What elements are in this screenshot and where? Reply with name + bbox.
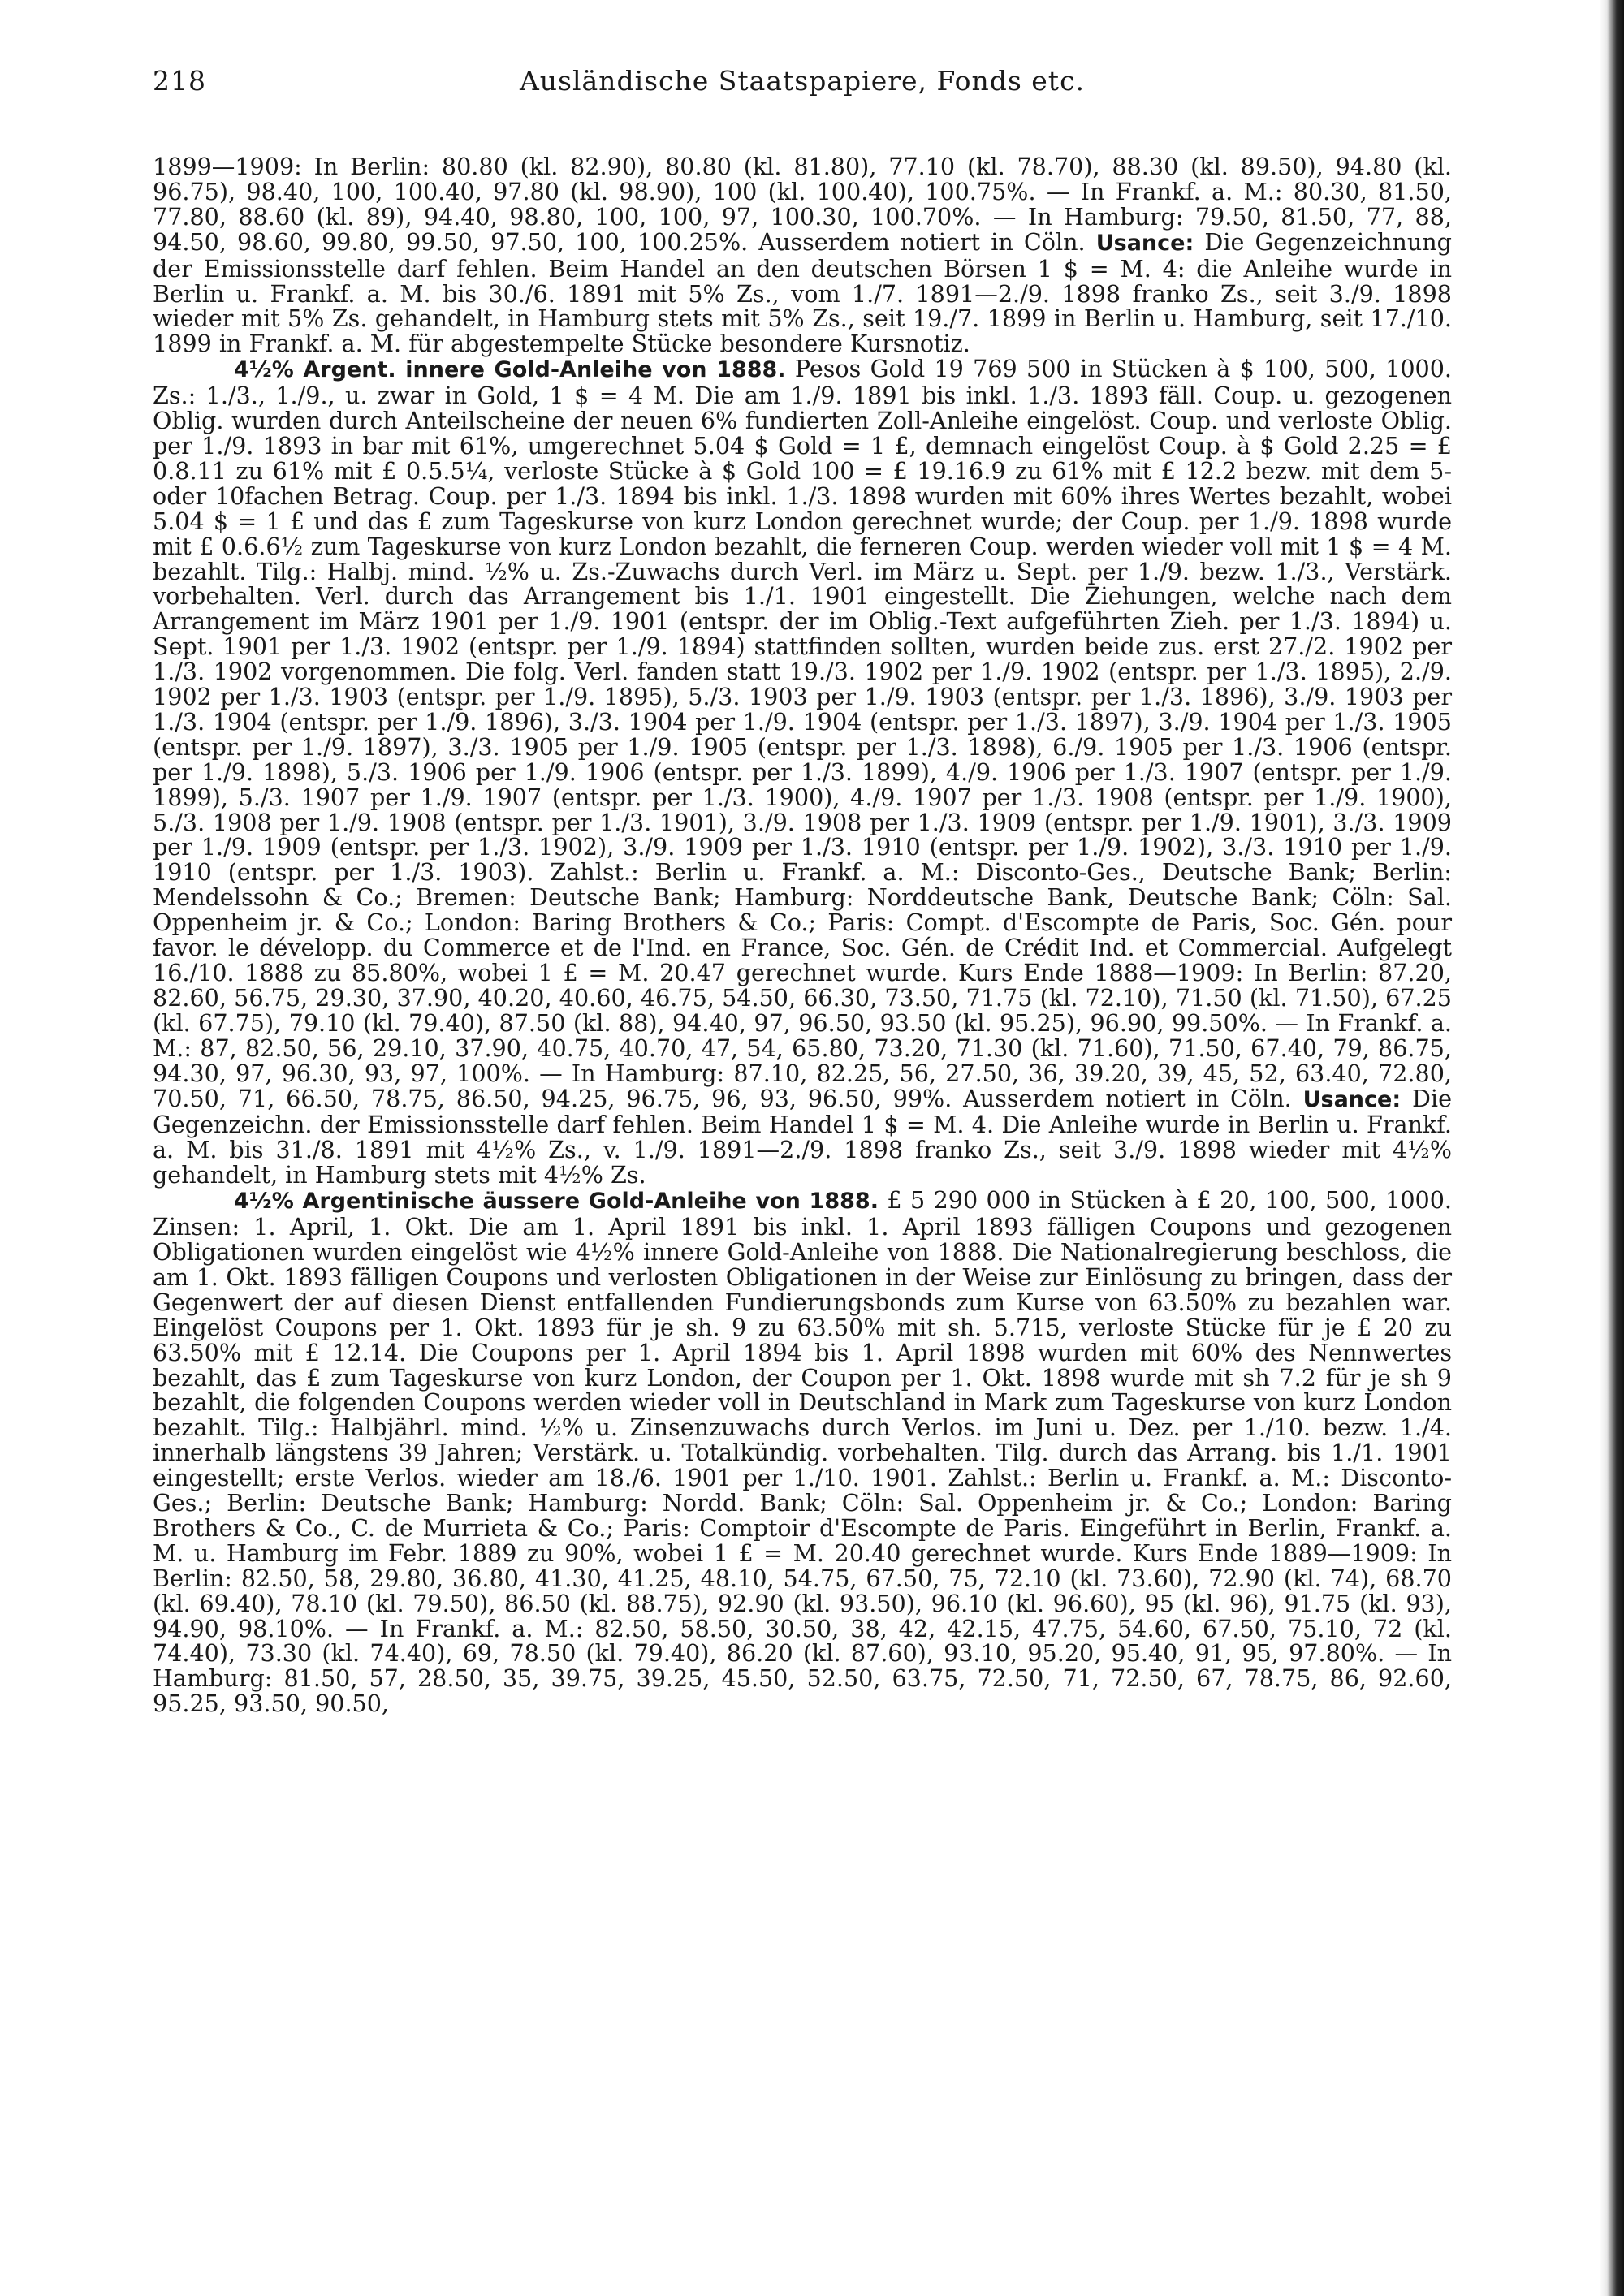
- running-head: [153, 65, 1452, 114]
- body-text: [153, 154, 1452, 1716]
- paragraph-text: £ 5 290 000 in Stücken à £ 20, 100, 500, 1000. Zinsen: 1. April, 1. Okt. Die am 1. April 1891 bis inkl. 1. April 1893 fälligen Coupons und gezogenen Obligationen wurden eingelöst wie 4½% innere Gold-Anleihe von 1888. Die Nationalregierung beschloss, die am 1. Okt. 1893 fälligen Coupons und verlosten Obligationen in der Weise zur Einlösung zu bringen, dass der Gegenwert der auf diesen Dienst entfallenden Fundierungsbonds zum Kurse von 63.50% zu bezahlen war. Eingelöst Coupons per 1. Okt. 1893 für je sh. 9 zu 63.50% mit sh. 5.715, verloste Stücke für je £ 20 zu 63.50% mit £ 12.14. Die Coupons per 1. April 1894 bis 1. April 1898 wurden mit 60% des Nennwertes bezahlt, das £ zum Tageskurse von kurz London, der Coupon per 1. Okt. 1898 wurde mit sh 7.2 für je sh 9 bezahlt, die folgenden Coupons werden wieder voll in Deutschland in Mark zum Tageskurse von kurz London bezahlt. Tilg.: Halbjährl. mind. ½% u. Zinsenzuwachs durch Verlos. im Juni u. Dez. per 1./10. bezw. 1./4. innerhalb längstens 39 Jahren; Verstärk. u. Totalkündig. vorbehalten. Tilg. durch das Arrang. bis 1./1. 1901 eingestellt; erste Verlos. wieder am 18./6. 1901 per 1./10. 1901. Zahlst.: Berlin u. Frankf. a. M.: Disconto-Ges.; Berlin: Deutsche Bank; Hamburg: Nordd. Bank; Cöln: Sal. Oppenheim jr. & Co.; London: Baring Brothers & Co., C. de Murrieta & Co.; Paris: Comptoir d'Escompte de Paris. Eingeführt in Berlin, Frankf. a. M. u. Hamburg im Febr. 1889 zu 90%, wobei 1 £ = M. 20.40 gerechnet wurde. Kurs Ende 1889—1909: In Berlin: 82.50, 58, 29.80, 36.80, 41.30, 41.25, 48.10, 54.75, 67.50, 75, 72.10 (kl. 73.60), 72.90 (kl. 74), 68.70 (kl. 69.40), 78.10 (kl. 79.50), 86.50 (kl. 88.75), 92.90 (kl. 93.50), 96.10 (kl. 96.60), 95 (kl. 96), 91.75 (kl. 93), 94.90, 98.10%. — In Frankf. a. M.: 82.50, 58.50, 30.50, 38, 42, 42.15, 47.75, 54.60, 67.50, 75.10, 72 (kl. 74.40), 73.30 (kl. 74.40), 69, 78.50 (kl. 79.40), 86.20 (kl. 87.60), 93.10, 95.20, 95.40, 91, 95, 97.80%. — In Hamburg: 81.50, 57, 28.50, 35, 39.75, 39.25, 45.50, 52.50, 63.75, 72.50, 71, 72.50, 67, 78.75, 86, 92.60, 95.25, 93.50, 90.50,: [153, 1186, 1452, 1718]
- entry-title: 4½% Argentinische äussere Gold-Anleihe von 1888.: [234, 1189, 879, 1215]
- entry-title: 4½% Argent. innere Gold-Anleihe von 1888.: [234, 357, 786, 383]
- header-title: Ausländische Staatspapiere, Fonds etc.: [519, 65, 1086, 97]
- paragraph-text: Die Gegenzeichnung der Emissionsstelle darf fehlen. Beim Handel an den deutschen Börsen 1 $ = M. 4: die Anleihe wurde in Berlin u. Frankf. a. M. bis 30./6. 1891 mit 5% Zs., vom 1./7. 1891—2./9. 1898 franko Zs., seit 3./9. 1898 wieder mit 5% Zs. gehandelt, in Hamburg stets mit 5% Zs., seit 19./7. 1899 in Berlin u. Hamburg, seit 17./10. 1899 in Frankf. a. M. für abgestempelte Stücke besondere Kursnotiz.: [153, 227, 1452, 358]
- page-number: 218: [153, 65, 206, 97]
- scan-edge-shadow: [1600, 0, 1624, 2296]
- paragraph-aeussere-gold-anleihe: [153, 1188, 1452, 1716]
- document-page: [153, 65, 1452, 1716]
- paragraph-text: Pesos Gold 19 769 500 in Stücken à $ 100, 500, 1000. Zs.: 1./3., 1./9., u. zwar in Gold, 1 $ = 4 M. Die am 1./9. 1891 bis inkl. 1./3. 1893 fäll. Coup. u. gezogenen Oblig. wurden durch Anteilscheine der neuen 6% fundierten Zoll-Anleihe eingelöst. Coup. und verloste Oblig. per 1./9. 1893 in bar mit 61%, umgerechnet 5.04 $ Gold = 1 £, demnach eingelöst Coup. à $ Gold 2.25 = £ 0.8.11 zu 61% mit £ 0.5.5¼, verloste Stücke à $ Gold 100 = £ 19.16.9 zu 61% mit £ 12.2 bezw. mit dem 5- oder 10fachen Betrag. Coup. per 1./3. 1894 bis inkl. 1./3. 1898 wurden mit 60% ihres Wertes bezahlt, wobei 5.04 $ = 1 £ und das £ zum Tageskurse von kurz London gerechnet wurde; der Coup. per 1./9. 1898 wurde mit £ 0.6.6½ zum Tageskurse von kurz London bezahlt, die ferneren Coup. werden wieder voll mit 1 $ = 4 M. bezahlt. Tilg.: Halbj. mind. ½% u. Zs.-Zuwachs durch Verl. im März u. Sept. per 1./9. bezw. 1./3., Verstärk. vorbehalten. Verl. durch das Arrangement bis 1./1. 1901 eingestellt. Die Ziehungen, welche nach dem Arrangement im März 1901 per 1./9. 1901 (entspr. der im Oblig.-Text aufgeführten Zieh. per 1./3. 1894) u. Sept. 1901 per 1./3. 1902 (entspr. per 1./9. 1894) stattfinden sollten, wurden beide zus. erst 27./2. 1902 per 1./3. 1902 vorgenommen. Die folg. Verl. fanden statt 19./3. 1902 per 1./9. 1902 (entspr. per 1./3. 1895), 2./9. 1902 per 1./3. 1903 (entspr. per 1./9. 1895), 5./3. 1903 per 1./9. 1903 (entspr. per 1./3. 1896), 3./9. 1903 per 1./3. 1904 (entspr. per 1./9. 1896), 3./3. 1904 per 1./9. 1904 (entspr. per 1./3. 1897), 3./9. 1904 per 1./3. 1905 (entspr. per 1./9. 1897), 3./3. 1905 per 1./9. 1905 (entspr. per 1./3. 1898), 6./9. 1905 per 1./3. 1906 (entspr. per 1./9. 1898), 5./3. 1906 per 1./9. 1906 (entspr. per 1./3. 1899), 4./9. 1906 per 1./3. 1907 (entspr. per 1./9. 1899), 5./3. 1907 per 1./9. 1907 (entspr. per 1./3. 1900), 4./9. 1907 per 1./3. 1908 (entspr. per 1./9. 1900), 5./3. 1908 per 1./9. 1908 (entspr. per 1./3. 1901), 3./9. 1908 per 1./3. 1909 (entspr. per 1./9. 1901), 3./3. 1909 per 1./9. 1909 (entspr. per 1./3. 1902), 3./9. 1909 per 1./3. 1910 (entspr. per 1./9. 1902), 3./3. 1910 per 1./9. 1910 (entspr. per 1./3. 1903). Zahlst.: Berlin u. Frankf. a. M.: Disconto-Ges., Deutsche Bank; Berlin: Mendelssohn & Co.; Bremen: Deutsche Bank; Hamburg: Norddeutsche Bank, Deutsche Bank; Cöln: Sal. Oppenheim jr. & Co.; London: Baring Brothers & Co.; Paris: Compt. d'Escompte de Paris, Soc. Gén. pour favor. le développ. du Commerce et de l'Ind. en France, Soc. Gén. de Crédit Ind. et Commercial. Aufgelegt 16./10. 1888 zu 85.80%, wobei 1 £ = M. 20.47 gerechnet wurde. Kurs Ende 1888—1909: In Berlin: 87.20, 82.60, 56.75, 29.30, 37.90, 40.20, 40.60, 46.75, 54.50, 66.30, 73.50, 71.75 (kl. 72.10), 71.50 (kl. 71.50), 67.25 (kl. 67.75), 79.10 (kl. 79.40), 87.50 (kl. 88), 94.40, 97, 96.50, 93.50 (kl. 95.25), 96.90, 99.50%. — In Frankf. a. M.: 87, 82.50, 56, 29.10, 37.90, 40.75, 40.70, 47, 54, 65.80, 73.20, 71.30 (kl. 71.60), 71.50, 67.40, 79, 86.75, 94.30, 97, 96.30, 93, 97, 100%. — In Hamburg: 87.10, 82.25, 56, 27.50, 36, 39.20, 39, 45, 52, 63.40, 72.80, 70.50, 71, 66.50, 78.75, 86.50, 94.25, 96.75, 96, 93, 96.50, 99%. Ausserdem notiert in Cöln.: [153, 355, 1452, 1112]
- paragraph-text: 1899—1909: In Berlin: 80.80 (kl. 82.90), 80.80 (kl. 81.80), 77.10 (kl. 78.70), 88.30 (kl. 89.50), 94.80 (kl. 96.75), 98.40, 100, 100.40, 97.80 (kl. 98.90), 100 (kl. 100.40), 100.75%. — In Frankf. a. M.: 80.30, 81.50, 77.80, 88.60 (kl. 89), 94.40, 98.80, 100, 100, 97, 100.30, 100.70%. — In Hamburg: 79.50, 81.50, 77, 88, 94.50, 98.60, 99.80, 99.50, 97.50, 100, 100.25%. Ausserdem notiert in Cöln.: [153, 153, 1452, 256]
- paragraph-text: Die Gegenzeichn. der Emissionsstelle darf fehlen. Beim Handel 1 $ = M. 4. Die Anleihe wurde in Berlin u. Frankf. a. M. bis 31./8. 1891 mit 4½% Zs., v. 1./9. 1891—2./9. 1898 franko Zs., seit 3./9. 1898 wieder mit 4½% gehandelt, in Hamburg stets mit 4½% Zs.: [153, 1084, 1452, 1189]
- usance-label: Usance:: [1095, 230, 1194, 256]
- paragraph-innere-gold-anleihe: [153, 356, 1452, 1188]
- paragraph-1899-1909-rates: [153, 154, 1452, 356]
- usance-label: Usance:: [1302, 1086, 1402, 1112]
